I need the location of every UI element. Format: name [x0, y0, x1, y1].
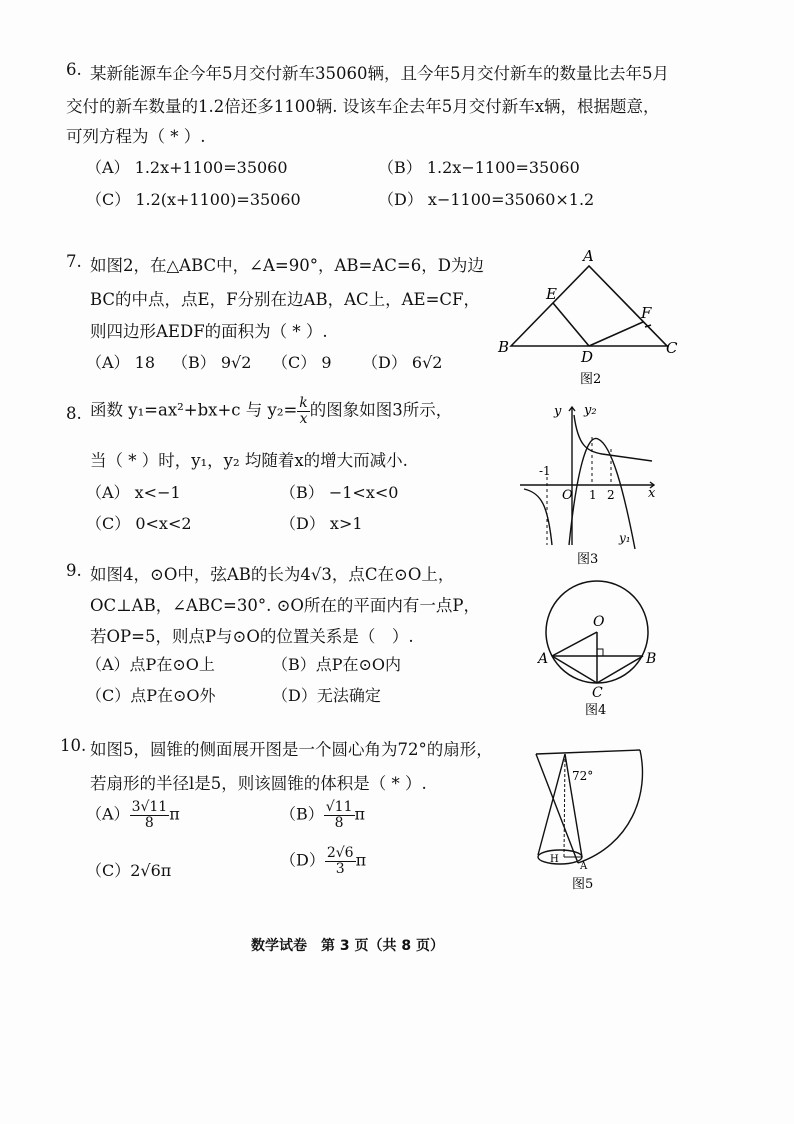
fig5-label-a: A	[580, 861, 588, 872]
fig2-caption: 图2	[580, 372, 602, 387]
q8-line-2: 当（ * ）时，y₁，y₂ 均随着x的增大而减小.	[90, 451, 408, 470]
q9-line-1: 如图4，⊙O中，弦AB的长为4√3，点C在⊙O上，	[90, 565, 455, 584]
q10-option-a-num: 3√11	[131, 799, 168, 815]
q9-option-a: （A）点P在⊙O上	[86, 655, 215, 674]
fig5-sector-top	[536, 750, 640, 754]
q10-option-c-text: 2√6π	[130, 861, 172, 880]
q10-option-b-fraction	[324, 800, 355, 830]
q10-option-b	[280, 800, 365, 830]
figure-3	[512, 397, 662, 572]
fig3-label-minus1: -1	[539, 464, 551, 478]
q8-option-d: （D） x>1	[280, 514, 363, 533]
fig2-segment-de	[553, 303, 589, 346]
q10-option-c-label: （C）	[86, 861, 131, 880]
q10-option-d	[280, 846, 366, 876]
q8-option-a: （A） x<−1	[86, 483, 181, 502]
fig3-label-y2: y₂	[584, 403, 597, 418]
q10-option-b-label: （B）	[280, 804, 324, 824]
q6-number: 6.	[66, 60, 82, 79]
q9-option-c: （C）点P在⊙O外	[86, 686, 216, 705]
q6-option-b: （B） 1.2x−1100=35060	[378, 158, 580, 177]
q10-option-c	[86, 858, 171, 881]
q8-line-1-b: 的图象如图3所示，	[309, 400, 453, 420]
q7-option-b: （B） 9√2	[172, 353, 252, 372]
fig2-label-c: C	[666, 339, 678, 357]
fig3-hyperbola-y2-left	[524, 489, 552, 545]
q8-fraction-num: k	[299, 395, 308, 411]
q10-option-a-suffix: π	[169, 804, 180, 824]
q8-fraction	[297, 396, 309, 426]
fig2-label-a: A	[583, 247, 594, 265]
q10-option-d-suffix: π	[355, 850, 367, 870]
fig2-segment-df	[589, 322, 643, 346]
q10-number: 10.	[60, 736, 87, 755]
q10-option-d-den: 3	[335, 860, 345, 877]
q8-option-c: （C） 0<x<2	[86, 514, 192, 533]
q10-option-a	[86, 800, 180, 830]
q7-option-a: （A） 18	[86, 353, 156, 372]
fig3-label-1: 1	[589, 488, 597, 502]
q10-option-d-num: 2√6	[326, 845, 354, 861]
fig4-segment-oa	[552, 632, 597, 656]
fig4-label-c: C	[592, 685, 603, 701]
q10-option-b-den: 8	[334, 814, 344, 831]
q7-option-d: （D） 6√2	[362, 353, 443, 372]
q8-line-1	[90, 396, 452, 426]
figure-4	[532, 568, 667, 718]
q6-line-2: 交付的新车数量的1.2倍还多1100辆. 设该车企去年5月交付新车x辆，根据题意，	[66, 97, 660, 116]
q10-line-1: 如图5，圆锥的侧面展开图是一个圆心角为72°的扇形，	[90, 740, 493, 759]
q10-option-b-suffix: π	[354, 804, 366, 824]
fig4-label-o: O	[593, 614, 605, 630]
fig3-label-y: y	[554, 404, 562, 419]
q6-option-c: （C） 1.2(x+1100)=35060	[86, 190, 301, 209]
fig4-right-angle	[597, 649, 603, 656]
q7-line-3: 则四边形AEDF的面积为（ * ）.	[90, 322, 328, 341]
q6-option-d: （D） x−1100=35060×1.2	[378, 190, 595, 209]
q8-number: 8.	[66, 404, 82, 423]
page-footer: 数学试卷 第 3 页（共 8 页）	[251, 938, 444, 954]
q10-option-b-num: √11	[325, 799, 353, 815]
fig3-hyperbola-y2-right	[574, 415, 652, 461]
q10-option-a-label: （A）	[86, 804, 130, 824]
fig4-label-a: A	[538, 651, 549, 667]
fig5-label-angle: 72°	[572, 769, 594, 783]
q10-option-d-fraction	[325, 846, 356, 876]
fig3-caption: 图3	[577, 552, 599, 567]
q9-number: 9.	[66, 561, 82, 580]
q6-line-1: 某新能源车企今年5月交付新车35060辆，且今年5月交付新车的数量比去年5月	[90, 64, 669, 83]
figure-5	[520, 745, 670, 895]
q7-line-2: BC的中点，点E，F分别在边AB，AC上，AE=CF，	[90, 290, 480, 309]
q7-line-1: 如图2，在△ABC中，∠A=90°，AB=AC=6，D为边	[90, 256, 484, 275]
fig3-label-origin: O	[562, 488, 573, 503]
q9-option-b: （B）点P在⊙O内	[272, 655, 402, 674]
q10-option-a-fraction	[130, 800, 170, 830]
q9-option-d: （D）无法确定	[272, 686, 381, 705]
fig5-caption: 图5	[572, 877, 594, 892]
fig4-segment-ac	[552, 656, 597, 683]
q9-line-3: 若OP=5，则点P与⊙O的位置关系是（ ）.	[90, 627, 414, 646]
fig2-label-d: D	[581, 348, 594, 366]
q8-line-1-a: 函数 y₁=ax²+bx+c 与 y₂=	[90, 400, 298, 420]
q10-option-a-den: 8	[144, 814, 154, 831]
fig4-label-b: B	[646, 651, 657, 667]
fig4-segment-bc	[597, 656, 643, 683]
figure-2	[490, 245, 690, 390]
fig4-caption: 图4	[585, 703, 607, 718]
q9-line-2: OC⊥AB，∠ABC=30°. ⊙O所在的平面内有一点P，	[90, 596, 481, 615]
fig2-label-b: B	[498, 338, 510, 356]
q10-option-d-label: （D）	[280, 850, 325, 870]
fig3-label-x: x	[648, 486, 656, 501]
fig5-cone-height	[564, 754, 565, 857]
q8-option-b: （B） −1<x<0	[280, 483, 399, 502]
q8-fraction-den: x	[299, 410, 308, 427]
q7-number: 7.	[66, 252, 82, 271]
q10-line-2: 若扇形的半径l是5，则该圆锥的体积是（ * ）.	[90, 774, 427, 793]
fig2-label-f: F	[641, 304, 652, 322]
fig2-label-e: E	[546, 285, 557, 303]
q7-option-c: （C） 9	[272, 353, 332, 372]
q6-line-3: 可列方程为（ * ）.	[66, 127, 206, 146]
fig5-label-h: H	[550, 854, 559, 865]
fig3-label-y1: y₁	[619, 531, 631, 545]
fig3-label-2: 2	[607, 488, 615, 502]
q6-option-a: （A） 1.2x+1100=35060	[86, 158, 288, 177]
fig5-sector-arc	[578, 750, 642, 863]
